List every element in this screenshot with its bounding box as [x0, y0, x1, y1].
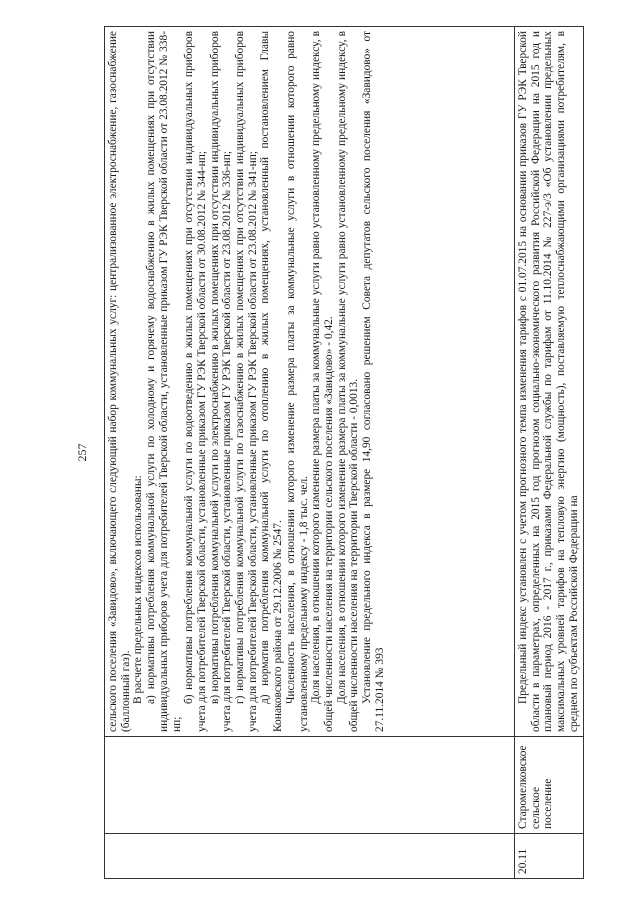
description-cell: [515, 27, 584, 737]
table-row: [105, 27, 515, 879]
description-cell: [105, 27, 515, 737]
paragraph: Численность населения, в отношении которого изменение размера платы за коммунальные услуги в отношении которого равно установленному предельному индексу - 1,8 тыс. чел.: [284, 31, 310, 732]
row-number-cell: [105, 834, 515, 879]
paragraph: г) нормативы потребления коммунальной услуги по газоснабжению в жилых помещениях при отсутствии индивидуальных приборов учета для потребителей Тверской области, установленные приказом ГУ РЭК Тверской области от 23.08.2012 № 341-нп;: [234, 31, 259, 732]
paragraph: а) нормативы потребления коммунальной услуги по холодному и горячему водоснабжению в жилых помещениях при отсутствии индивидуальных приборов учета для потребителей Тверской области, установленные приказом ГУ РЭК Тверской области от 23.08.2012 № 338-нп;: [145, 31, 183, 732]
paragraph: б) нормативы потребления коммунальной услуги по водоотведению в жилых помещениях при отсутствии индивидуальных приборов учета для потребителей Тверской области, установленные приказом ГУ РЭК Тверской области от 30.08.2012 № 344-нп;: [183, 31, 208, 732]
page-number: 257: [75, 443, 89, 462]
paragraph: сельского поселения «Завидово», включающего следующий набор коммунальных услуг: централизованное электроснабжение, газоснабжение (баллонный газ).: [107, 31, 132, 732]
tariff-table: [104, 26, 584, 879]
table-row: [515, 27, 584, 879]
paragraph: д) норматив потребления коммунальной услуги по отоплению в жилых помещениях, установленный постановлением Главы Конаковского района от 29.12.2006 № 2547.: [259, 31, 285, 732]
paragraph: В расчете предельных индексов использованы:: [132, 475, 145, 704]
settlement-name-cell: [105, 737, 515, 834]
settlement-name-cell: Старомелковское сельское поселение: [515, 737, 584, 834]
paragraph: Установление предельного индекса в размере 14,90 согласовано решением Совета депутатов сельского поселения «Завидово» от 27.11.2014 № 393: [361, 31, 386, 732]
rotated-document-page: [71, 26, 580, 879]
paragraph: Доля населения, в отношении которого изменение размера платы за коммунальные услуги равно установленному предельному индексу, в общей численности населения на территории Тверской области - 0,0013.: [335, 31, 361, 732]
paragraph: Предельный индекс установлен с учетом прогнозного темпа изменения тарифов с 01.07.2015 на основании приказов ГУ РЭК Тверской области в параметрах, определенных на 2015 год прогнозом социально-экономического развития Российской Федерации на 2015 год и плановый период 2016 - 2017 г., приказами Федеральной службы по тарифам от 11.10.2014 № 227-э/3 «Об установлении предельных максимальных уровней тарифов на тепловую энергию (мощность), поставляемую теплоснабжающими организациями потребителям, в среднем по субъектам Российской Федерации на: [517, 31, 580, 732]
paragraph: в) нормативы потребления коммунальной услуги по электроснабжению в жилых помещениях при отсутствии индивидуальных приборов учета для потребителей Тверской области, установленные приказом ГУ РЭК Тверской области от 23.08.2012 № 336-нп;: [208, 31, 234, 732]
paragraph: Доля населения, в отношении которого изменение размера платы за коммунальные услуги равно установленному предельному индексу, в общей численности населения на территории сельского поселения «Завидово» - 0,42.: [310, 31, 335, 732]
row-number-cell: 20.11: [515, 834, 584, 879]
